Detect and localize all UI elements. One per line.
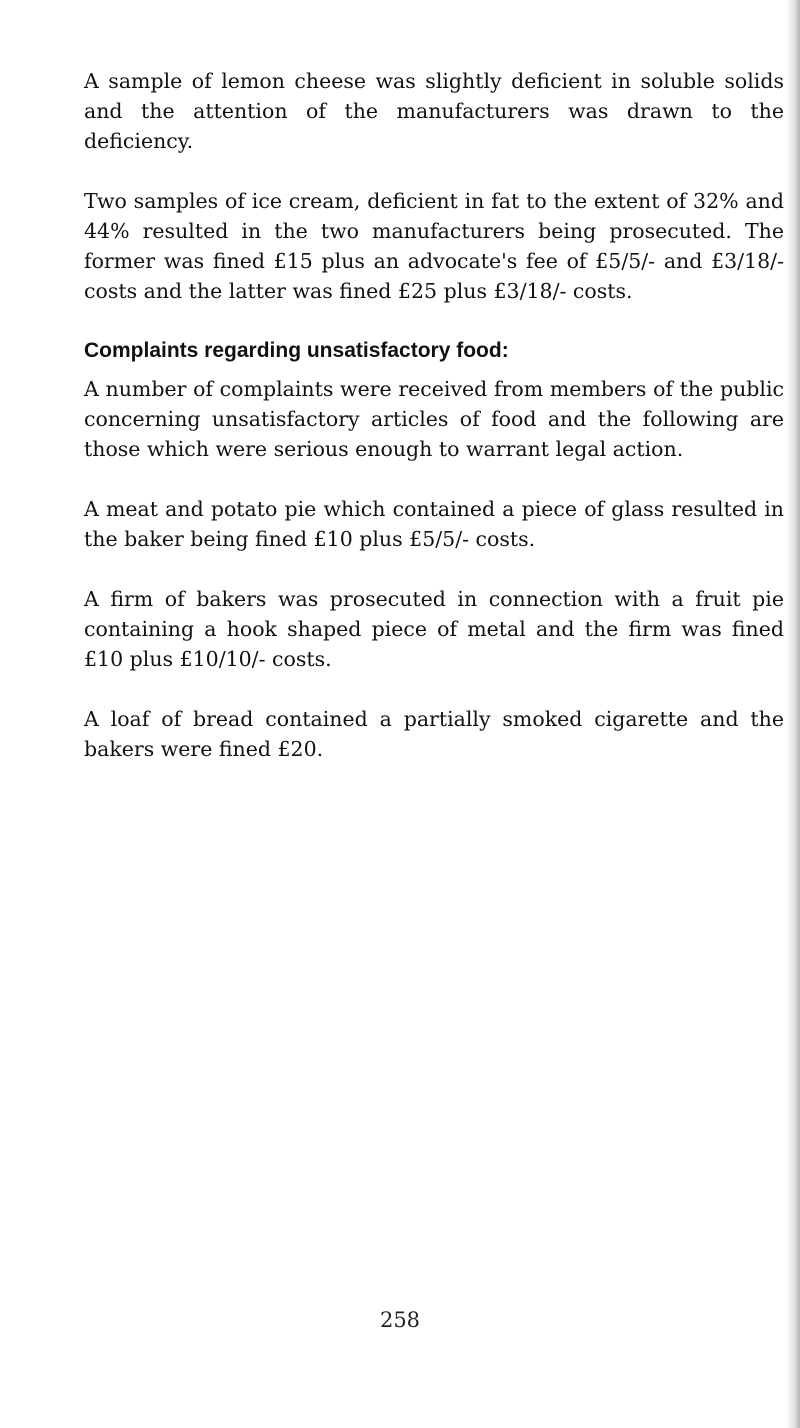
- paragraph-lemon-cheese: A sample of lemon cheese was slightly deficient in soluble solids and the attention of the manufacturers was drawn to the deficiency.: [84, 69, 784, 153]
- paragraph-fruit-pie: A firm of bakers was prosecuted in connection with a fruit pie containing a hook shaped piece of metal and the firm was fined £10 plus £10/10/- costs.: [84, 587, 784, 671]
- page-number: 258: [379, 1308, 421, 1332]
- page-edge-shadow: [786, 0, 800, 1428]
- paragraph-bread-loaf: A loaf of bread contained a partially smoked cigarette and the bakers were fined £20.: [84, 707, 784, 761]
- paragraph-ice-cream: Two samples of ice cream, deficient in fat to the extent of 32% and 44% resulted in the two manufacturers being prosecuted. The former was fined £15 plus an advocate's fee of £5/5/- and £3/18/- costs and the latter was fined £25 plus £3/18/- costs.: [84, 189, 784, 303]
- document-body: [84, 66, 784, 764]
- paragraph-complaints-intro: A number of complaints were received from members of the public concerning unsatisfactory articles of food and the following are those which were serious enough to warrant legal action.: [84, 377, 784, 461]
- section-heading-complaints: Complaints regarding unsatisfactory food:: [84, 339, 509, 362]
- paragraph-meat-pie: A meat and potato pie which contained a piece of glass resulted in the baker being fined £10 plus £5/5/- costs.: [84, 497, 784, 551]
